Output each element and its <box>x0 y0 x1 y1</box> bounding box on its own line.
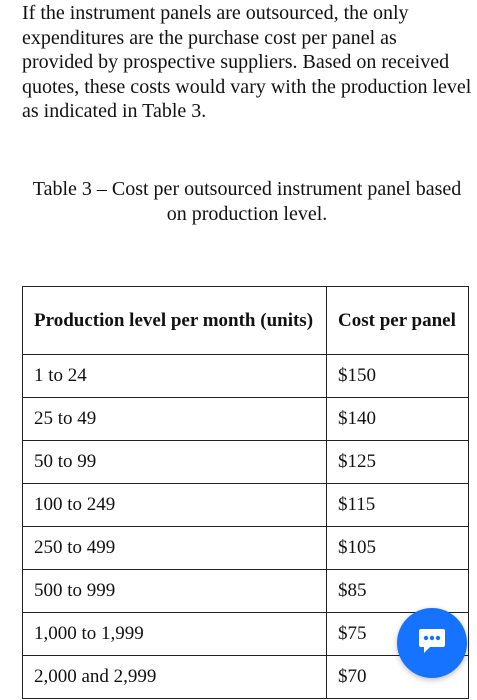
production-level-cell: 25 to 49 <box>23 398 327 441</box>
table-caption: Table 3 – Cost per outsourced instrument panel based on production level. <box>32 178 462 225</box>
table-row <box>23 484 469 527</box>
cost-cell: $75 <box>327 613 469 656</box>
table-row <box>23 441 469 484</box>
table-row <box>23 527 469 570</box>
cost-cell: $125 <box>327 441 469 484</box>
cost-cell: $150 <box>327 355 469 398</box>
cost-cell: $85 <box>327 570 469 613</box>
production-level-cell: 1,000 to 1,999 <box>23 613 327 656</box>
header-production-level: Production level per month (units) <box>23 287 327 355</box>
cost-cell: $70 <box>327 656 469 699</box>
production-level-cell: 250 to 499 <box>23 527 327 570</box>
intro-paragraph: If the instrument panels are outsourced, the only expenditures are the purchase cost per panel as provided by prospective suppliers. Based on received quotes, these costs would vary with the production level as indicated in Table 3. <box>22 2 472 123</box>
cost-cell: $105 <box>327 527 469 570</box>
production-level-cell: 2,000 and 2,999 <box>23 656 327 699</box>
table-row <box>23 570 469 613</box>
cost-cell: $115 <box>327 484 469 527</box>
table-row <box>23 398 469 441</box>
table-row <box>23 355 469 398</box>
header-cost-per-panel: Cost per panel <box>327 287 469 355</box>
chat-bubble-icon <box>417 627 447 660</box>
production-level-cell: 50 to 99 <box>23 441 327 484</box>
production-level-cell: 100 to 249 <box>23 484 327 527</box>
table-header-row <box>23 287 469 355</box>
cost-cell: $140 <box>327 398 469 441</box>
chat-button[interactable] <box>397 608 467 678</box>
production-level-cell: 1 to 24 <box>23 355 327 398</box>
production-level-cell: 500 to 999 <box>23 570 327 613</box>
